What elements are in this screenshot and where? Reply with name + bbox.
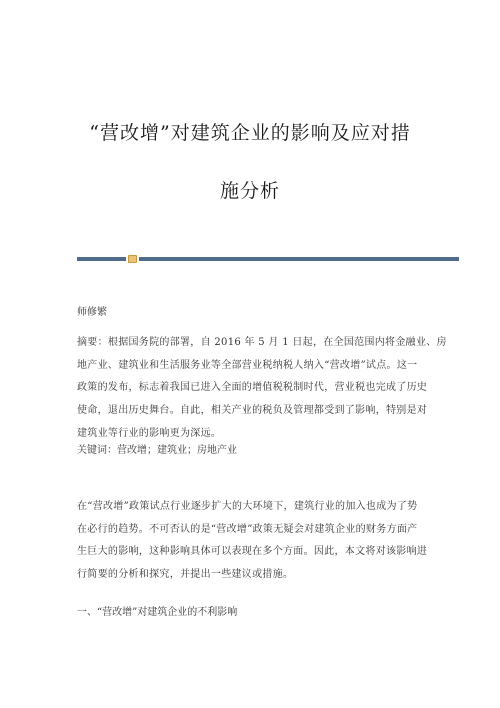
abstract-line: 使命，退出历史舞台。自此，相关产业的税负及管理都受到了影响，特别是对 bbox=[77, 405, 428, 417]
document-icon bbox=[128, 255, 137, 263]
section-heading: 一、“营改增”对建筑企业的不利影响 bbox=[77, 607, 238, 618]
title-divider bbox=[77, 255, 459, 263]
author-name: 师修繁 bbox=[77, 307, 107, 318]
divider-bar-left bbox=[77, 257, 126, 261]
paragraph-line: 在“营改增”政策试点行业逐步扩大的大环境下，建筑行业的加入也成为了势 bbox=[77, 501, 418, 512]
abstract-line: 地产业、建筑业和生活服务业等全部营业税纳税人纳入“营改增”试点。这一 bbox=[77, 359, 418, 371]
paragraph-line: 行简要的分析和探究，并提出一些建议或措施。 bbox=[77, 569, 294, 581]
paragraph-line: 生巨大的影响，这种影响具体可以表现在多个方面。因此，本文将对该影响进 bbox=[77, 546, 428, 558]
abstract-line: 政策的发布，标志着我国已进入全面的增值税税制时代，营业税也完成了历史 bbox=[77, 382, 428, 394]
intro-paragraph bbox=[77, 496, 437, 587]
document-title-line-2: 施分析 bbox=[219, 180, 280, 202]
abstract-line: 建筑业等行业的影响更为深远。 bbox=[77, 427, 222, 439]
divider-bar-right bbox=[139, 257, 459, 261]
keywords-line: 关键词：营改增；建筑业；房地产业 bbox=[77, 445, 237, 456]
paragraph-line: 在必行的趋势。不可否认的是“营改增”政策无疑会对建筑企业的财务方面产 bbox=[77, 523, 418, 535]
document-title-line-1: “营改增”对建筑企业的影响及应对措 bbox=[89, 122, 411, 144]
abstract-line: 摘要：根据国务院的部署，自 2016 年 5 月 1 日起，在全国范围内将金融业、房 bbox=[77, 337, 447, 348]
abstract-block bbox=[77, 332, 447, 446]
